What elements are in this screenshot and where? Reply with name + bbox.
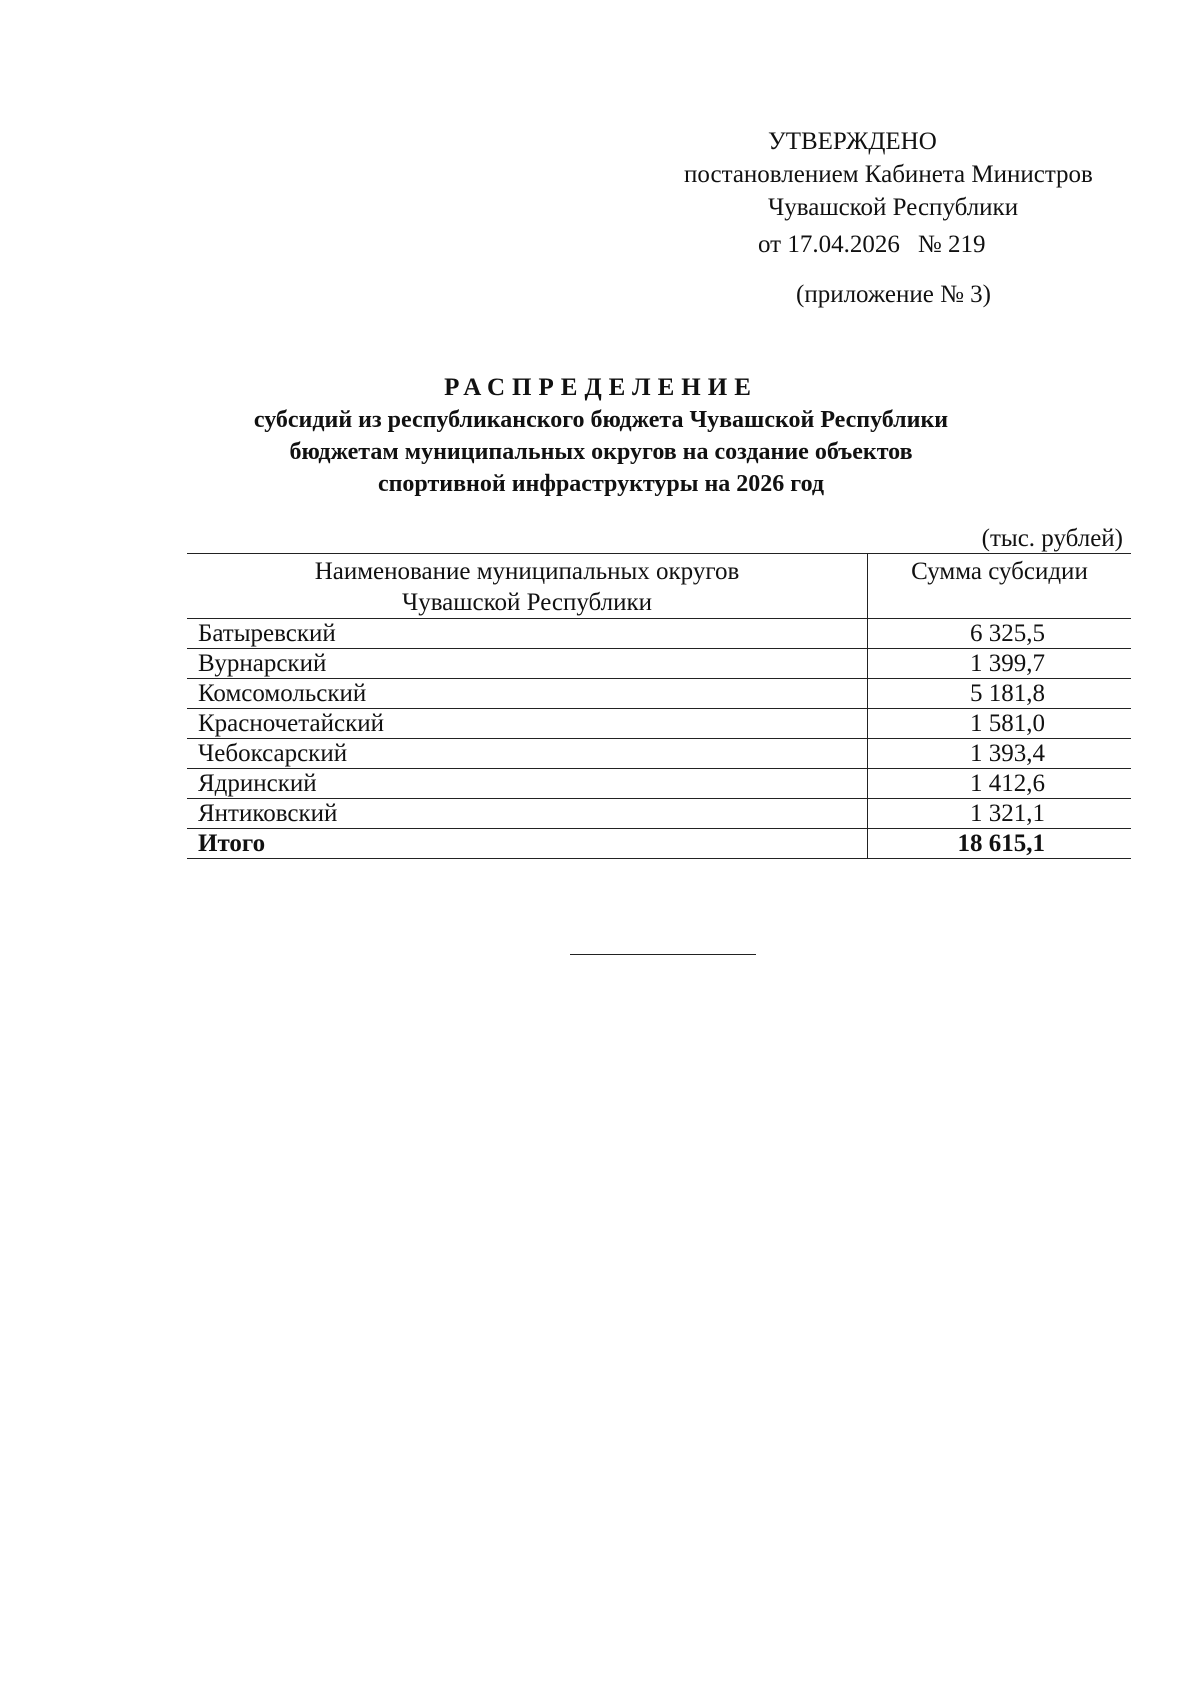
appendix-label: (приложение № 3) [796,281,992,308]
row-sum: 1 412,6 [868,769,1132,799]
document-title [160,372,1042,500]
unit-note: (тыс. рублей) [981,525,1123,552]
table-total-row [187,829,1131,859]
end-divider [570,954,756,955]
row-name: Вурнарский [187,649,868,679]
row-name: Батыревский [187,619,868,649]
table-row [187,709,1131,739]
title-line-2: бюджетам муниципальных округов на создание объектов [289,439,913,465]
header-name [187,554,868,619]
table-row [187,799,1131,829]
table-row [187,679,1131,709]
distribution-table [187,553,1131,859]
approval-number: № 219 [917,231,986,258]
row-name: Янтиковский [187,799,868,829]
approved-republic: Чувашской Республики [768,194,1019,221]
approved-label: УТВЕРЖДЕНО [768,128,937,155]
row-sum: 5 181,8 [868,679,1132,709]
table-row [187,649,1131,679]
table-row [187,739,1131,769]
header-name-line-1: Наименование муниципальных округов [314,558,740,585]
row-sum: 6 325,5 [868,619,1132,649]
total-name: Итого [187,829,868,859]
title-heading: РАСПРЕДЕЛЕНИЕ [444,374,758,401]
title-line-1: субсидий из республиканского бюджета Чувашской Республики [253,407,949,433]
row-sum: 1 399,7 [868,649,1132,679]
row-name: Красночетайский [187,709,868,739]
table-row [187,619,1131,649]
approval-stamp [650,125,1110,311]
table-row [187,769,1131,799]
total-sum: 18 615,1 [868,829,1132,859]
approval-date: от 17.04.2026 [758,231,900,258]
approval-date-number [758,228,1110,261]
row-name: Комсомольский [187,679,868,709]
row-name: Чебоксарский [187,739,868,769]
header-name-line-2: Чувашской Республики [401,589,653,616]
approved-by: постановлением Кабинета Министров [684,161,1093,188]
row-sum: 1 393,4 [868,739,1132,769]
row-name: Ядринский [187,769,868,799]
title-line-3: спортивной инфраструктуры на 2026 год [377,471,825,497]
row-sum: 1 321,1 [868,799,1132,829]
row-sum: 1 581,0 [868,709,1132,739]
header-sum: Сумма субсидии [868,554,1132,619]
table-header-row [187,554,1131,619]
